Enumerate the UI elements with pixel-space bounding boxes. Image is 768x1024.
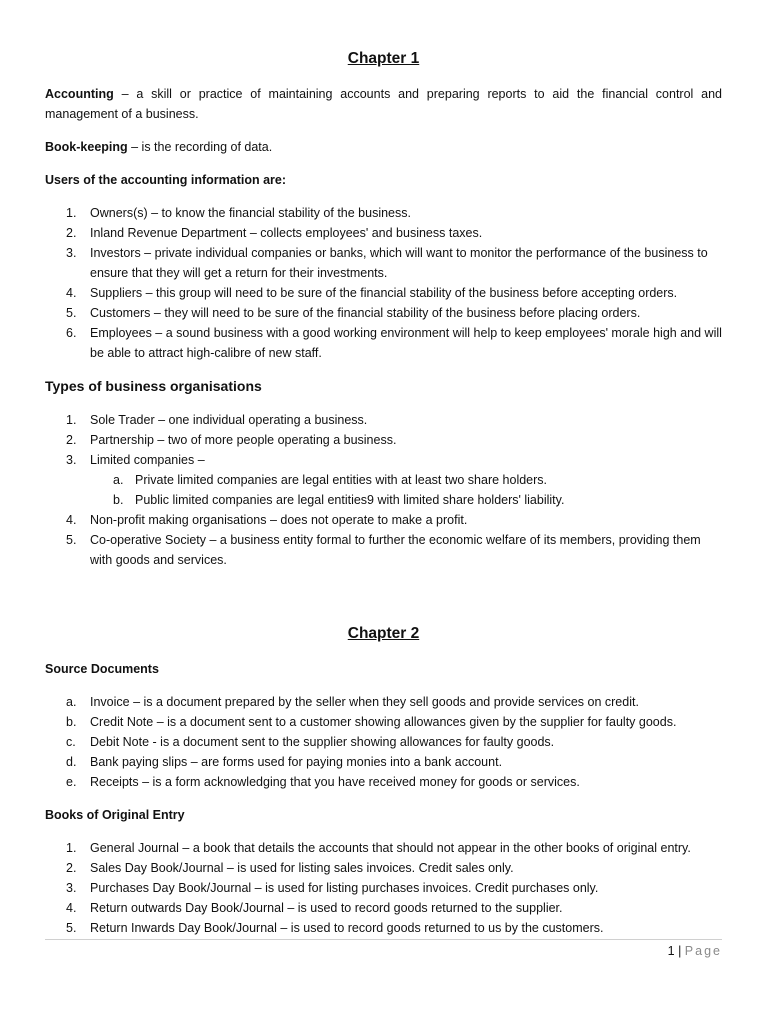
list-text: Credit Note – is a document sent to a customer showing allowances given by the supplier for faulty goods.: [90, 715, 677, 729]
list-text: Suppliers – this group will need to be sure of the financial stability of the business before accepting orders.: [90, 286, 678, 300]
source-documents-list: [45, 692, 722, 792]
list-text: Inland Revenue Department – collects employees' and business taxes.: [90, 226, 483, 240]
page-label: Page: [684, 944, 722, 958]
list-number: 3.: [66, 246, 77, 260]
list-letter: a.: [66, 695, 77, 709]
list-item: [45, 430, 722, 450]
list-number: 4.: [66, 901, 77, 915]
types-heading: Types of business organisations: [45, 378, 262, 394]
list-text: Debit Note - is a document sent to the supplier showing allowances for faulty goods.: [90, 735, 555, 749]
bookkeeping-definition: [45, 137, 722, 157]
list-item: [45, 898, 722, 918]
list-number: 3.: [66, 881, 77, 895]
list-item: [45, 203, 722, 223]
list-text: Customers – they will need to be sure of the financial stability of the business before placing orders.: [90, 306, 641, 320]
list-item: [45, 732, 722, 752]
list-item: [45, 283, 722, 303]
chapter-2-title: Chapter 2: [347, 625, 420, 642]
accounting-def-text: – a skill or practice of maintaining accounts and preparing reports to aid the financial control and management of a business.: [45, 87, 722, 121]
list-item: [45, 878, 722, 898]
bookkeeping-def-text: – is the recording of data.: [127, 140, 273, 154]
books-heading: Books of Original Entry: [45, 808, 185, 822]
list-item: [45, 303, 722, 323]
list-item: [45, 530, 722, 570]
list-item: [45, 858, 722, 878]
sub-list-item: [45, 470, 722, 490]
list-number: 1.: [66, 206, 77, 220]
list-letter: a.: [113, 473, 124, 487]
list-number: 1.: [66, 841, 77, 855]
list-item: [45, 838, 722, 858]
list-text: Investors – private individual companies or banks, which will want to monitor the performance of the business to ensure that they will get a return for their investments.: [90, 246, 708, 280]
list-item: [45, 510, 722, 530]
page-number: 1: [667, 944, 675, 958]
list-text: Partnership – two of more people operating a business.: [90, 433, 397, 447]
users-heading: Users of the accounting information are:: [45, 173, 287, 187]
bookkeeping-term: Book-keeping: [45, 140, 128, 154]
list-item: [45, 772, 722, 792]
list-item: [45, 243, 722, 283]
list-number: 1.: [66, 413, 77, 427]
list-letter: d.: [66, 755, 77, 769]
accounting-term: Accounting: [45, 87, 114, 101]
list-letter: c.: [66, 735, 76, 749]
list-number: 5.: [66, 306, 77, 320]
list-text: Sole Trader – one individual operating a business.: [90, 413, 368, 427]
list-text: Sales Day Book/Journal – is used for listing sales invoices. Credit sales only.: [90, 861, 514, 875]
chapter-1-title: Chapter 1: [347, 50, 420, 67]
list-item: [45, 918, 722, 938]
list-text: Public limited companies are legal entities9 with limited share holders' liability.: [135, 493, 565, 507]
list-number: 4.: [66, 513, 77, 527]
list-number: 2.: [66, 433, 77, 447]
list-item: [45, 712, 722, 732]
types-list: [45, 410, 722, 570]
list-item: [45, 752, 722, 772]
list-text: Receipts – is a form acknowledging that you have received money for goods or services.: [90, 775, 580, 789]
list-text: General Journal – a book that details the accounts that should not appear in the other books of original entry.: [90, 841, 691, 855]
list-number: 5.: [66, 921, 77, 935]
source-documents-heading: Source Documents: [45, 662, 159, 676]
list-text: Employees – a sound business with a good working environment will help to keep employees' morale high and will be able to attract high-calibre of new staff.: [90, 326, 722, 360]
users-list: [45, 203, 722, 363]
list-text: Private limited companies are legal entities with at least two share holders.: [135, 473, 548, 487]
list-text: Limited companies –: [90, 453, 205, 467]
list-text: Non-profit making organisations – does not operate to make a profit.: [90, 513, 468, 527]
list-number: 5.: [66, 533, 77, 547]
list-letter: e.: [66, 775, 77, 789]
list-number: 2.: [66, 226, 77, 240]
accounting-definition: [45, 84, 722, 124]
list-text: Owners(s) – to know the financial stability of the business.: [90, 206, 411, 220]
list-number: 4.: [66, 286, 77, 300]
list-text: Co-operative Society – a business entity formal to further the economic welfare of its members, providing them with goods and services.: [90, 533, 701, 567]
list-item: [45, 323, 722, 363]
books-list: [45, 838, 722, 938]
list-text: Purchases Day Book/Journal – is used for listing purchases invoices. Credit purchases only.: [90, 881, 599, 895]
list-item: [45, 223, 722, 243]
list-text: Return Inwards Day Book/Journal – is used to record goods returned to us by the customers.: [90, 921, 604, 935]
list-item: [45, 692, 722, 712]
sub-list-item: [45, 490, 722, 510]
list-item: [45, 410, 722, 430]
list-text: Bank paying slips – are forms used for paying monies into a bank account.: [90, 755, 503, 769]
page-footer: [668, 941, 722, 961]
list-number: 6.: [66, 326, 77, 340]
list-letter: b.: [66, 715, 77, 729]
list-text: Return outwards Day Book/Journal – is used to record goods returned to the supplier.: [90, 901, 563, 915]
list-number: 2.: [66, 861, 77, 875]
list-letter: b.: [113, 493, 124, 507]
list-number: 3.: [66, 453, 77, 467]
footer-divider: [45, 939, 722, 940]
footer-separator: |: [678, 944, 682, 958]
list-text: Invoice – is a document prepared by the seller when they sell goods and provide services on credit.: [90, 695, 639, 709]
list-item: [45, 450, 722, 470]
